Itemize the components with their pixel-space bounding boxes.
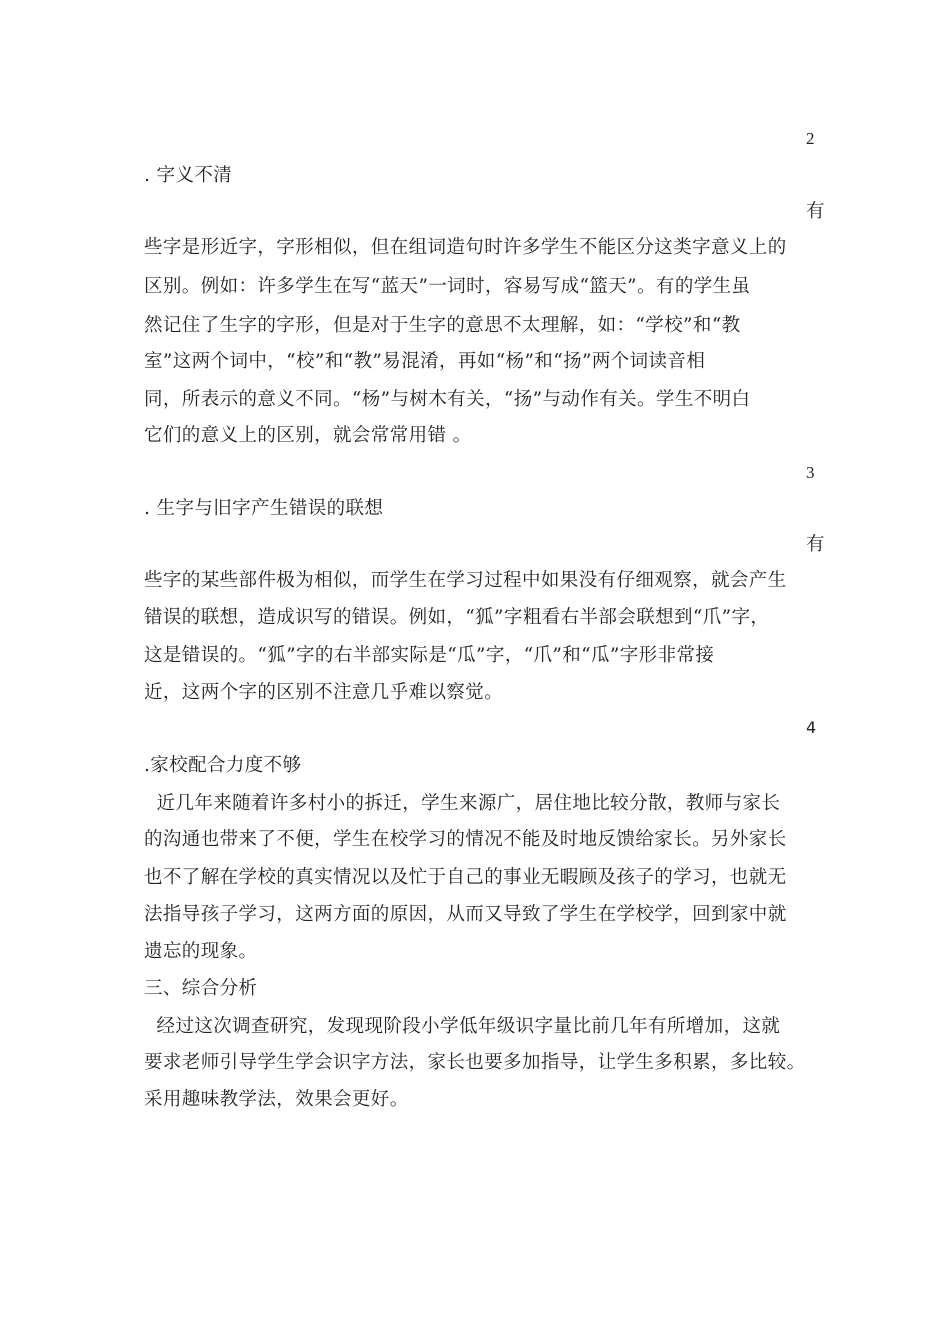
paragraph-line: 错误的联想，造成识写的错误。例如，“狐”字粗看右半部会联想到“爪”字，: [144, 607, 770, 628]
paragraph-line: 些字是形近字，字形相似，但在组词造句时许多学生不能区分这类字意义上的: [144, 237, 787, 258]
section-heading-analysis: 三、综合分析: [144, 978, 258, 999]
section-heading-3: . 生字与旧字产生错误的联想: [144, 498, 384, 519]
paragraph-line: 它们的意义上的区别，就会常常用错 。: [144, 425, 472, 446]
section-heading-4: .家校配合力度不够: [144, 755, 302, 776]
paragraph-line: 近，这两个字的区别不注意几乎难以察觉。: [144, 682, 504, 703]
paragraph-line: 也不了解在学校的真实情况以及忙于自己的事业无暇顾及孩子的学习，也就无: [144, 867, 787, 888]
section-lead-2: 有: [806, 201, 825, 222]
paragraph-line: 同，所表示的意义不同。“杨”与树木有关，“扬”与动作有关。学生不明白: [144, 389, 751, 410]
paragraph-line: 室”这两个词中，“校”和“教”易混淆，再如“杨”和“扬”两个词读音相: [144, 351, 706, 372]
section-lead-3: 有: [806, 534, 825, 555]
paragraph-line: 区别。例如：许多学生在写“蓝天”一词时，容易写成“篮天”。有的学生虽: [144, 276, 751, 297]
paragraph-line: 法指导孩子学习，这两方面的原因，从而又导致了学生在学校学，回到家中就: [144, 904, 787, 925]
paragraph-line: 要求老师引导学生学会识字方法，家长也要多加指导，让学生多积累，多比较。: [144, 1052, 806, 1073]
section-heading-2: . 字义不清: [144, 165, 233, 186]
paragraph-line: 采用趣味教学法，效果会更好。: [144, 1089, 409, 1110]
paragraph-line: 遗忘的现象。: [144, 941, 258, 962]
section-number-3: 3: [806, 463, 815, 482]
paragraph-line: 经过这次调查研究，发现现阶段小学低年级识字量比前几年有所增加，这就: [144, 1016, 781, 1037]
paragraph-line: 些字的某些部件极为相似，而学生在学习过程中如果没有仔细观察，就会产生: [144, 570, 787, 591]
paragraph-line: 近几年来随着许多村小的拆迁，学生来源广，居住地比较分散，教师与家长: [144, 793, 781, 814]
paragraph-line: 然记住了生字的字形，但是对于生字的意思不太理解，如：“学校”和“教: [144, 315, 741, 336]
section-number-4: 4: [806, 718, 817, 737]
section-number-2: 2: [806, 129, 815, 148]
paragraph-line: 的沟通也带来了不便，学生在校学习的情况不能及时地反馈给家长。另外家长: [144, 829, 787, 850]
paragraph-line: 这是错误的。“狐”字的右半部实际是“瓜”字，“爪”和“瓜”字形非常接: [144, 645, 715, 666]
